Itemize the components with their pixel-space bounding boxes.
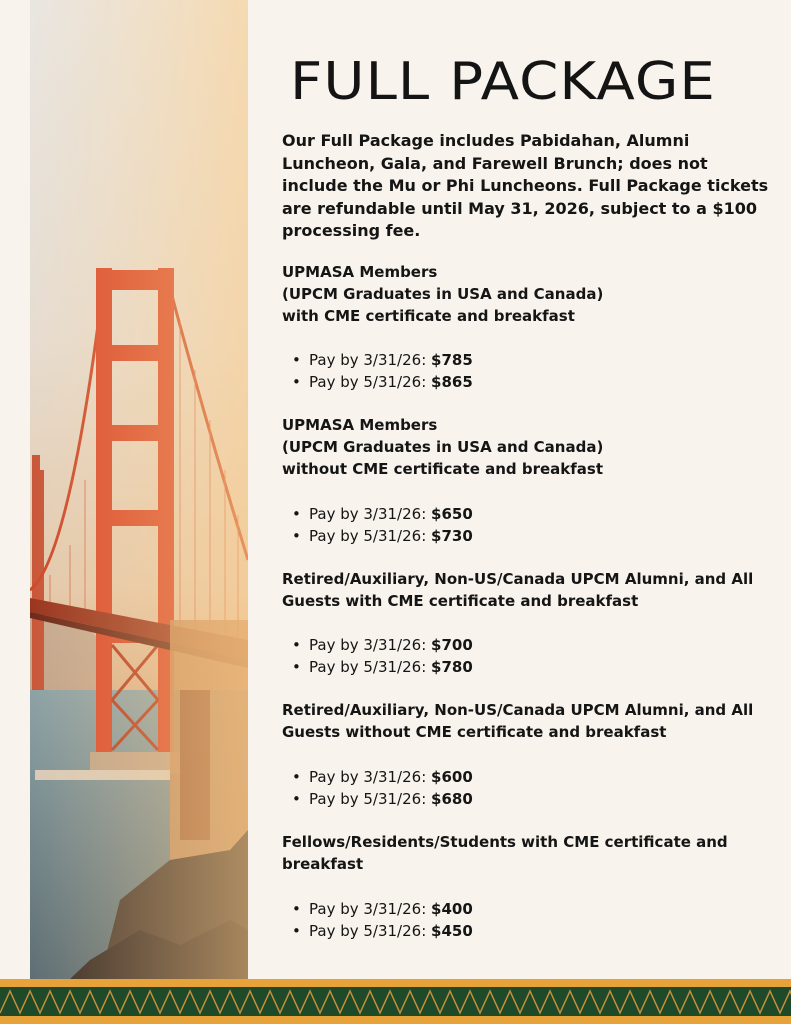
price-item (282, 766, 772, 788)
price-list (282, 634, 772, 678)
price-deadline: Pay by 3/31/26: (309, 767, 432, 786)
price-item (282, 349, 772, 371)
price-amount: $785 (431, 351, 473, 370)
price-amount: $600 (431, 767, 473, 786)
tier-heading (282, 415, 772, 480)
price-deadline: Pay by 5/31/26: (309, 658, 432, 677)
price-amount: $400 (431, 899, 473, 918)
pricing-tier (282, 700, 772, 810)
tier-heading-line: Guests without CME certificate and breakfast (282, 723, 667, 742)
price-list (282, 898, 772, 942)
tier-heading-line: Retired/Auxiliary, Non-US/Canada UPCM Alumni, and All (282, 701, 754, 720)
tier-heading (282, 700, 772, 744)
price-list (282, 766, 772, 810)
tier-heading (282, 262, 772, 327)
price-list (282, 349, 772, 393)
pricing-tier (282, 262, 772, 393)
price-item (282, 788, 772, 810)
price-amount: $865 (431, 373, 473, 392)
tier-heading-line: UPMASA Members (282, 263, 438, 281)
page-title: FULL PACKAGE (290, 52, 716, 112)
price-deadline: Pay by 3/31/26: (309, 899, 432, 918)
price-amount: $680 (431, 789, 473, 808)
price-amount: $730 (431, 526, 473, 545)
price-item (282, 898, 772, 920)
tier-heading-line: Guests with CME certificate and breakfast (282, 591, 639, 610)
price-item (282, 525, 772, 547)
price-deadline: Pay by 5/31/26: (309, 373, 432, 392)
price-list (282, 503, 772, 547)
tier-heading-line: with CME certificate and breakfast (282, 306, 575, 325)
price-deadline: Pay by 5/31/26: (309, 921, 432, 940)
price-deadline: Pay by 3/31/26: (309, 351, 432, 370)
tier-heading-line: (UPCM Graduates in USA and Canada) (282, 438, 604, 457)
tier-heading-line: UPMASA Members (282, 416, 438, 435)
intro-paragraph: Our Full Package includes Pabidahan, Alumni Luncheon, Gala, and Farewell Brunch; does not include the Mu or Phi Luncheons. Full Package tickets are refundable until May 31, 2026, subject to a $100 processing fee. (282, 131, 769, 240)
pricing-tiers (282, 262, 772, 964)
price-amount: $650 (431, 504, 473, 523)
price-amount: $450 (431, 921, 473, 940)
price-deadline: Pay by 5/31/26: (309, 789, 432, 808)
price-item (282, 920, 772, 942)
pricing-tier (282, 832, 772, 942)
tier-heading-line: breakfast (282, 854, 364, 873)
decorative-footer-band (0, 979, 791, 1024)
price-item (282, 371, 772, 393)
tier-heading-line: Fellows/Residents/Students with CME certificate and (282, 832, 728, 851)
price-item (282, 503, 772, 525)
tier-heading (282, 569, 772, 613)
golden-gate-bridge-photo (30, 0, 248, 979)
tier-heading-line: (UPCM Graduates in USA and Canada) (282, 284, 604, 303)
price-deadline: Pay by 5/31/26: (309, 526, 432, 545)
price-amount: $700 (431, 636, 473, 655)
price-deadline: Pay by 3/31/26: (309, 636, 432, 655)
tier-heading (282, 832, 772, 876)
pricing-tier (282, 569, 772, 679)
price-amount: $780 (431, 658, 473, 677)
pricing-tier (282, 415, 772, 546)
price-deadline: Pay by 3/31/26: (309, 504, 432, 523)
price-item (282, 656, 772, 678)
tier-heading-line: Retired/Auxiliary, Non-US/Canada UPCM Alumni, and All (282, 569, 754, 588)
tier-heading-line: without CME certificate and breakfast (282, 459, 604, 478)
price-item (282, 634, 772, 656)
